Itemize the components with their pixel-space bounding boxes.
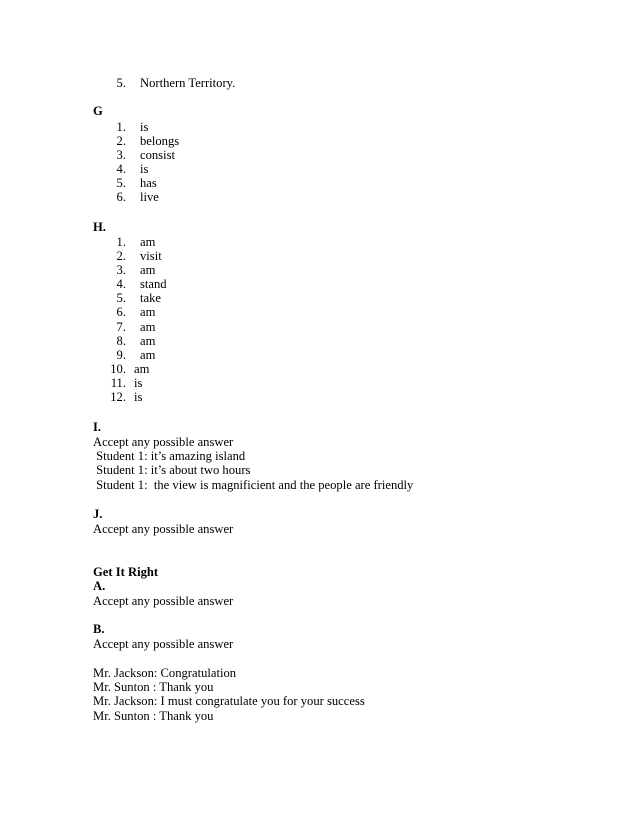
list-number: 11.: [110, 376, 126, 390]
list-item: [110, 376, 142, 390]
list-item: [110, 277, 167, 291]
list-item: [110, 176, 157, 190]
list-text: is: [134, 376, 143, 390]
list-text: is: [140, 120, 149, 134]
list-item: [110, 76, 235, 90]
list-text: belongs: [140, 134, 180, 148]
answer-line: Student 1: it’s amazing island: [93, 449, 246, 463]
list-number: 4.: [116, 277, 126, 291]
list-item: [110, 390, 142, 404]
list-item: [110, 263, 155, 277]
list-number: 2.: [116, 134, 126, 148]
list-item: [110, 362, 149, 376]
list-item: [110, 120, 148, 134]
list-number: 5.: [116, 76, 126, 90]
answer-line: Accept any possible answer: [93, 594, 234, 608]
list-item: [110, 235, 155, 249]
section-heading-i: I.: [93, 420, 102, 434]
list-item: [110, 305, 155, 319]
list-number: 8.: [116, 334, 126, 348]
list-number: 3.: [116, 263, 126, 277]
list-number: 5.: [116, 176, 126, 190]
list-text: am: [140, 235, 156, 249]
list-text: am: [134, 362, 150, 376]
answer-line: Accept any possible answer: [93, 435, 234, 449]
answer-line: Accept any possible answer: [93, 522, 234, 536]
answer-line: Student 1: the view is magnificient and the people are friendly: [93, 478, 414, 492]
list-item: [110, 320, 155, 334]
list-number: 1.: [116, 120, 126, 134]
answer-line: Accept any possible answer: [93, 637, 234, 651]
list-number: 6.: [116, 305, 126, 319]
list-text: live: [140, 190, 159, 204]
list-item: [110, 134, 179, 148]
list-number: 10.: [110, 362, 126, 376]
list-number: 12.: [110, 390, 126, 404]
list-text: is: [134, 390, 143, 404]
list-text: am: [140, 263, 156, 277]
list-item: [110, 190, 159, 204]
list-text: consist: [140, 148, 175, 162]
list-text: is: [140, 162, 149, 176]
dialogue-line: Mr. Jackson: Congratulation: [93, 666, 237, 680]
list-number: 3.: [116, 148, 126, 162]
list-number: 4.: [116, 162, 126, 176]
section-heading-b: B.: [93, 622, 105, 636]
dialogue-line: Mr. Jackson: I must congratulate you for your success: [93, 694, 365, 708]
section-title-get-it-right: Get It Right: [93, 565, 159, 579]
list-number: 7.: [116, 320, 126, 334]
list-item: [110, 249, 162, 263]
list-number: 5.: [116, 291, 126, 305]
dialogue-line: Mr. Sunton : Thank you: [93, 680, 214, 694]
list-text: am: [140, 334, 156, 348]
list-number: 6.: [116, 190, 126, 204]
section-heading-g: G: [93, 104, 103, 118]
list-text: stand: [140, 277, 167, 291]
list-number: 2.: [116, 249, 126, 263]
list-item: [110, 148, 175, 162]
list-number: 9.: [116, 348, 126, 362]
list-item: [110, 291, 161, 305]
list-text: visit: [140, 249, 162, 263]
list-text: am: [140, 348, 156, 362]
section-heading-a: A.: [93, 579, 106, 593]
list-text: am: [140, 320, 156, 334]
section-heading-j: J.: [93, 507, 103, 521]
list-item: [110, 334, 155, 348]
list-number: 1.: [116, 235, 126, 249]
list-item: [110, 348, 155, 362]
dialogue-line: Mr. Sunton : Thank you: [93, 709, 214, 723]
list-text: has: [140, 176, 157, 190]
list-text: Northern Territory.: [140, 76, 236, 90]
answer-line: Student 1: it’s about two hours: [93, 463, 251, 477]
section-heading-h: H.: [93, 220, 106, 234]
list-text: take: [140, 291, 161, 305]
list-text: am: [140, 305, 156, 319]
list-item: [110, 162, 148, 176]
